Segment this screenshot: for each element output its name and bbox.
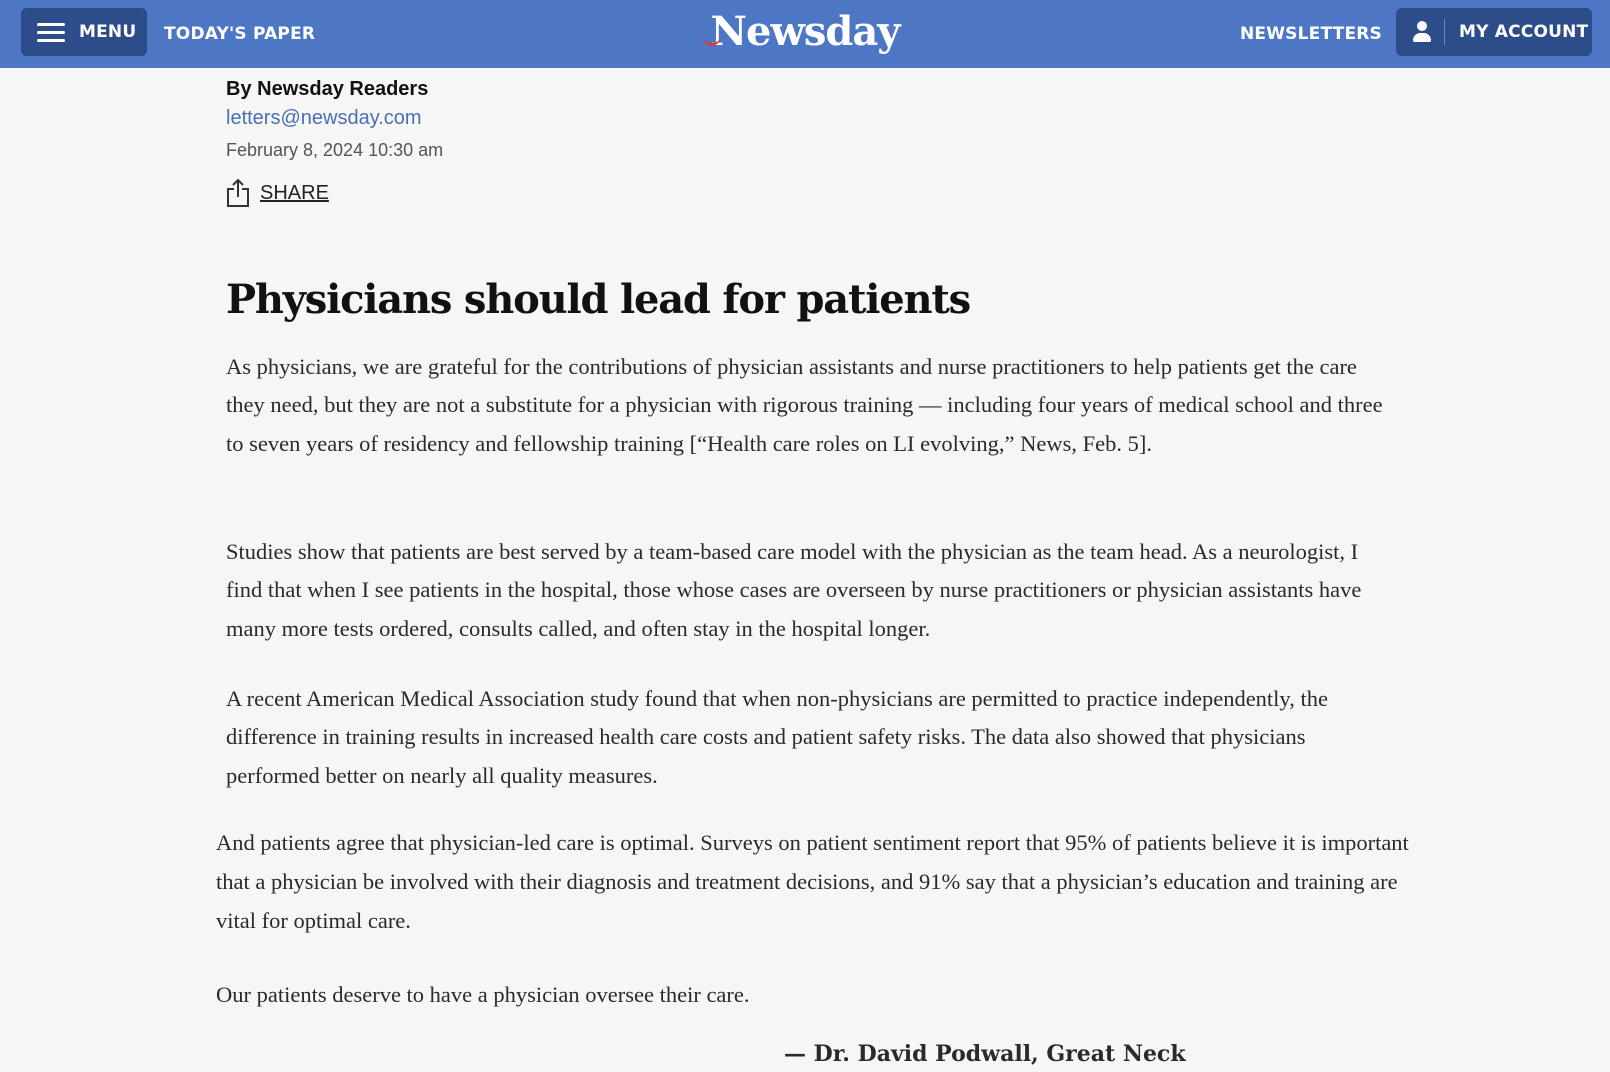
menu-button[interactable] [21,8,147,56]
account-divider [1444,19,1445,45]
my-account-button[interactable] [1396,8,1592,56]
publish-date: February 8, 2024 10:30 am [226,140,444,160]
article-paragraph: As physicians, we are grateful for the contributions of physician assistants and nurse practitioners to help patients get the care they need, but they are not a substitute for a physician with rigorous training — including four years of medical school and three to seven years of residency and fellowship training [“Health care roles on LI evolving,” News, Feb. 5]. [226,354,1383,456]
person-icon [1412,21,1432,43]
article-paragraph: And patients agree that physician-led care is optimal. Surveys on patient sentiment report that 95% of patients believe it is important that a physician be involved with their diagnosis and treatment decisions, and 91% say that a physician’s education and training are vital for optimal care. [216,830,1409,933]
my-account-label: MY ACCOUNT [1459,22,1589,42]
newsletters-link[interactable] [1240,0,1382,68]
article-headline: Physicians should lead for patients [226,276,970,323]
byline: By Newsday Readers [226,78,429,100]
newsday-logo[interactable] [710,6,899,58]
menu-label: MENU [79,22,137,42]
newsletters-label: NEWSLETTERS [1239,24,1382,44]
logo-text: Newsday [710,8,900,55]
top-navigation-bar [0,0,1610,68]
hamburger-icon [37,22,65,42]
todays-paper-link[interactable] [164,0,315,68]
article-paragraph: A recent American Medical Association study found that when non-physicians are permitted to practice independently, the difference in training results in increased health care costs and patient safety risks. The data also showed that physicians performed better on nearly all quality measures. [226,686,1328,788]
article-paragraph: Our patients deserve to have a physician oversee their care. [216,982,750,1007]
article-paragraph: Studies show that patients are best served by a team-based care model with the physician as the team head. As a neurologist, I find that when I see patients in the hospital, those whose cases are overseen by nurse practitioners or physician assistants have many more tests ordered, consults called, and often stay in the hospital longer. [226,539,1362,641]
share-button[interactable] [226,178,443,208]
article-meta [226,76,443,208]
share-icon [226,178,250,208]
todays-paper-label: TODAY'S PAPER [164,24,316,44]
letter-signature: — Dr. David Podwall, Great Neck [784,1041,1186,1067]
share-label: SHARE [260,181,329,204]
author-email-link[interactable]: letters@newsday.com [226,107,422,129]
